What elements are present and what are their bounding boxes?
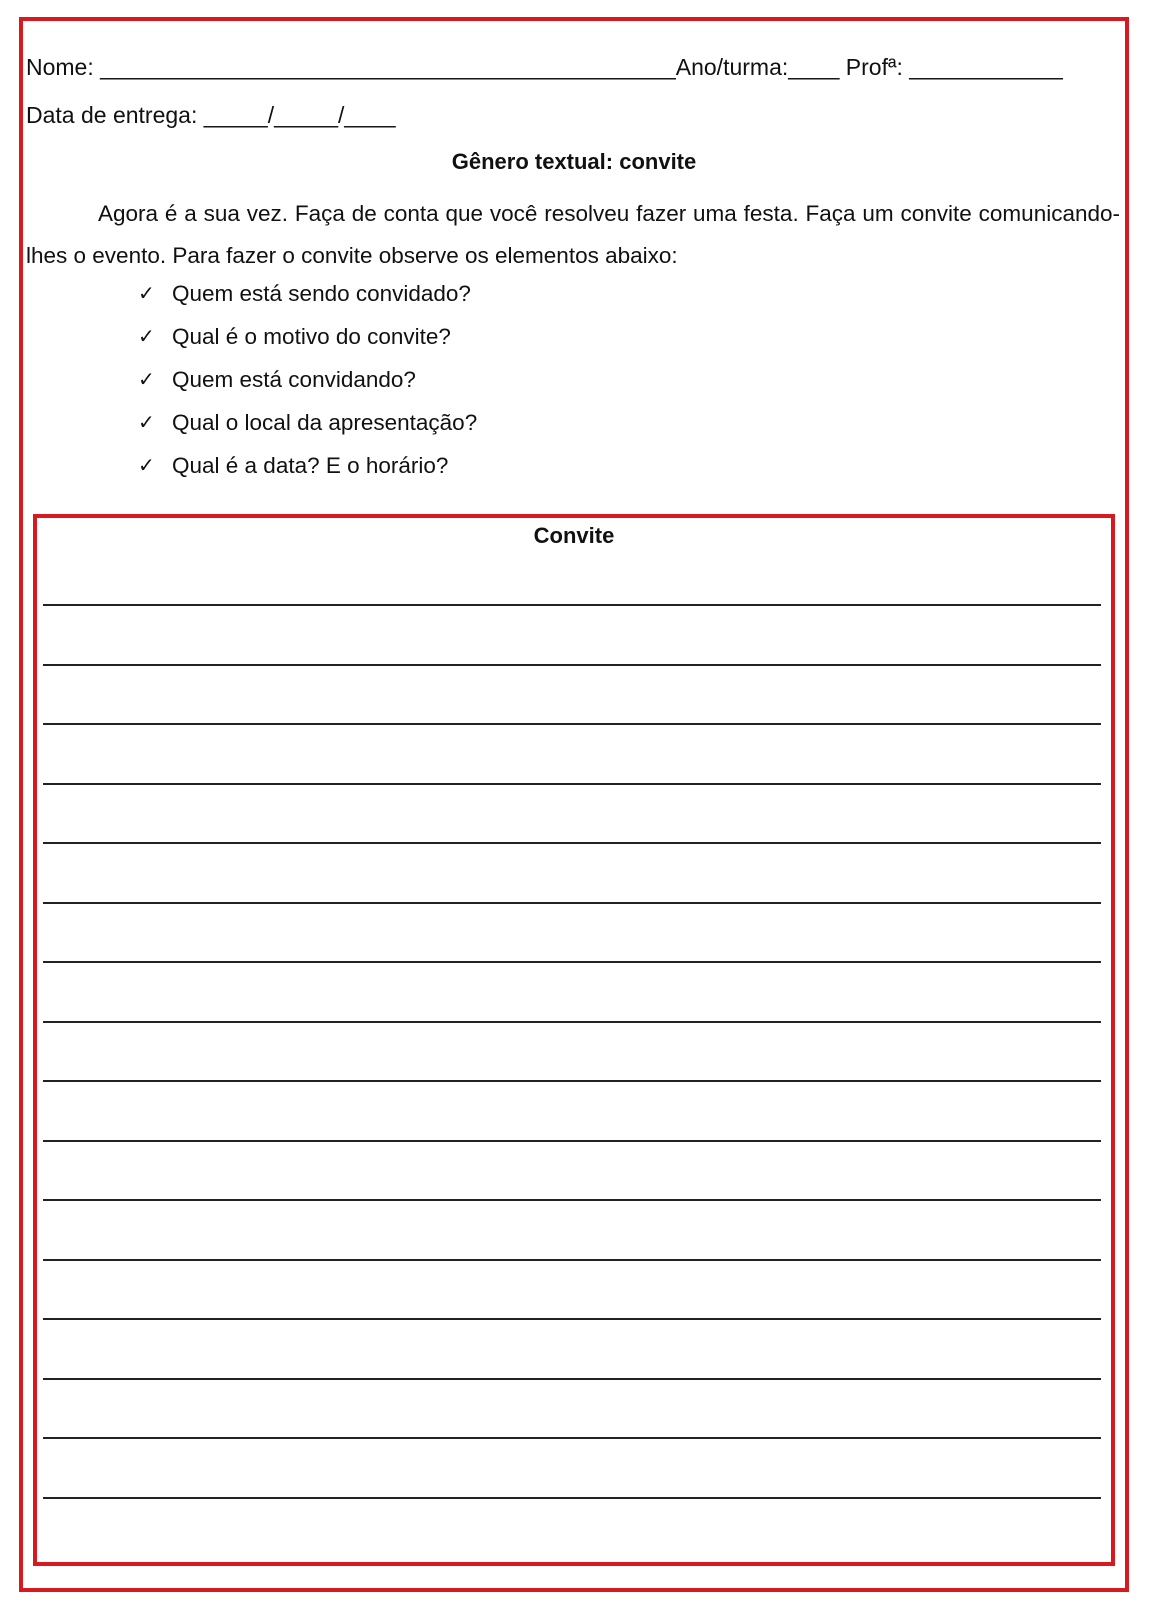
writing-line[interactable] bbox=[43, 1140, 1101, 1142]
invitation-box-title: Convite bbox=[533, 523, 615, 548]
checklist-item bbox=[138, 452, 477, 495]
checklist-item-text: Qual o local da apresentação? bbox=[172, 410, 478, 435]
writing-line[interactable] bbox=[43, 723, 1101, 725]
name-class-teacher-line: Nome: _____________________________________________Ano/turma:____ Profª: ____________ bbox=[26, 54, 1063, 80]
checklist-item bbox=[138, 366, 477, 409]
checklist-item-text: Quem está convidando? bbox=[172, 367, 416, 392]
worksheet-title: Gênero textual: convite bbox=[451, 149, 697, 174]
writing-line[interactable] bbox=[43, 664, 1101, 666]
checklist-item bbox=[138, 280, 477, 323]
writing-line[interactable] bbox=[43, 902, 1101, 904]
writing-line[interactable] bbox=[43, 1437, 1101, 1439]
checklist-item bbox=[138, 409, 477, 452]
checklist-item-text: Qual é o motivo do convite? bbox=[172, 324, 451, 349]
writing-line[interactable] bbox=[43, 604, 1101, 606]
writing-line[interactable] bbox=[43, 1318, 1101, 1320]
writing-line[interactable] bbox=[43, 783, 1101, 785]
writing-line[interactable] bbox=[43, 1199, 1101, 1201]
elements-checklist bbox=[138, 280, 477, 495]
check-icon: ✓ bbox=[138, 455, 155, 477]
checklist-item-text: Quem está sendo convidado? bbox=[172, 281, 471, 306]
writing-line[interactable] bbox=[43, 1021, 1101, 1023]
writing-line[interactable] bbox=[43, 842, 1101, 844]
delivery-date-line: Data de entrega: _____/_____/____ bbox=[26, 102, 396, 128]
writing-line[interactable] bbox=[43, 961, 1101, 963]
checklist-item bbox=[138, 323, 477, 366]
writing-line[interactable] bbox=[43, 1259, 1101, 1261]
checklist-item-text: Qual é a data? E o horário? bbox=[172, 453, 449, 478]
invitation-writing-box bbox=[33, 514, 1115, 1566]
check-icon: ✓ bbox=[138, 369, 155, 391]
check-icon: ✓ bbox=[138, 412, 155, 434]
check-icon: ✓ bbox=[138, 326, 155, 348]
writing-line[interactable] bbox=[43, 1080, 1101, 1082]
check-icon: ✓ bbox=[138, 283, 155, 305]
instructions-paragraph: Agora é a sua vez. Faça de conta que você resolveu fazer uma festa. Faça um convite comunicando-lhes o evento. Para fazer o convite observe os elementos abaixo: bbox=[26, 201, 1120, 268]
writing-line[interactable] bbox=[43, 1378, 1101, 1380]
writing-line[interactable] bbox=[43, 1497, 1101, 1499]
